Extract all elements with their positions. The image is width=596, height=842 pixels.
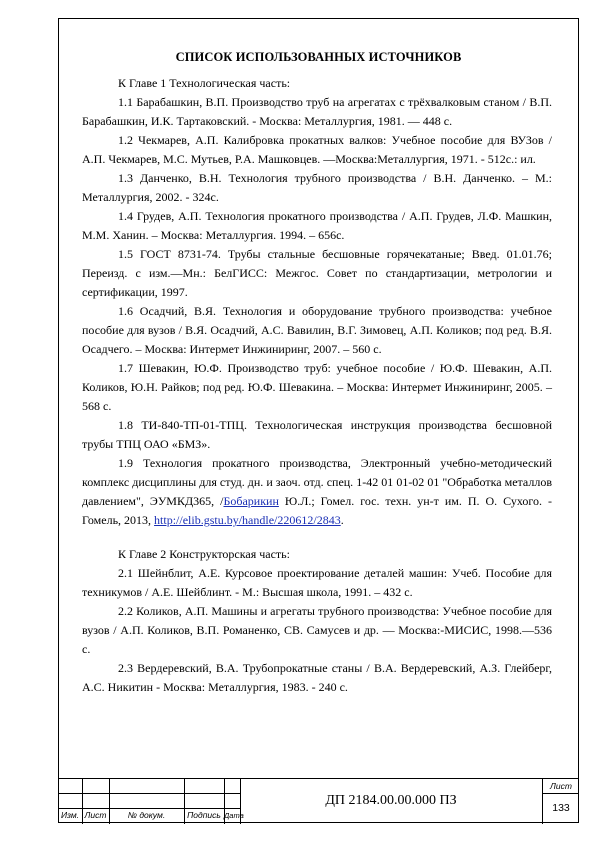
- page-title: СПИСОК ИСПОЛЬЗОВАННЫХ ИСТОЧНИКОВ: [175, 50, 462, 64]
- stamp-izm-label: Изм.: [60, 810, 80, 820]
- reference-1-5: 1.5 ГОСТ 8731-74. Трубы стальные бесшовные горячекатаные; Введ. 01.01.76; Переизд. с изм.—Мн.: БелГИСС: Межгос. Совет по стандартизации, метрологии и сертификации, 1997.: [82, 247, 552, 299]
- reference-1-9-end: .: [340, 513, 344, 527]
- document-code: ДП 2184.00.00.000 ПЗ: [325, 793, 457, 808]
- url-link[interactable]: http://elib.gstu.by/handle/220612/2843: [154, 513, 341, 527]
- reference-1-6: 1.6 Осадчий, В.Я. Технология и оборудование трубного производства: учебное пособие для вузов / В.Я. Осадчий, А.С. Вавилин, В.Г. Зимовец, А.П. Коликов; под ред. В.Я. Осадчего. – Москва: Интермет Инжиниринг, 2007. – 560 с.: [82, 304, 552, 356]
- reference-2-2: 2.2 Коликов, А.П. Машины и агрегаты трубного производства: Учебное пособие для вузов / А.П. Коликов, В.П. Романенко, СВ. Самусев и др. — Москва:-МИСИС, 1998.—536 с.: [82, 604, 552, 656]
- references-list: [82, 74, 552, 697]
- sheet-label: Лист: [550, 781, 572, 791]
- stamp-data-label: Дата: [224, 811, 244, 820]
- reference-1-3: 1.3 Данченко, В.Н. Технология трубного производства / В.Н. Данченко. – М.: Металлургия, 2002. - 324с.: [82, 171, 552, 204]
- stamp-row-line: [58, 793, 240, 794]
- chapter1-heading: К Главе 1 Технологическая часть:: [118, 76, 291, 90]
- reference-1-7: 1.7 Шевакин, Ю.Ф. Производство труб: учебное пособие / Ю.Ф. Шевакин, А.П. Коликов, Ю.Н. Райков; под ред. Ю.Ф. Шевакина. – Москва: Интермет Инжиниринг, 2005. – 568 с.: [82, 361, 552, 413]
- author-link[interactable]: Бобарикин: [223, 494, 279, 508]
- title-block: [58, 778, 579, 824]
- reference-1-9-text: 1.9 Технология прокатного производства, Электронный учебно-методический комплекс дисциплины для студ. дн. и заоч. отд. спец. 1-42 01 01-02 01 "Обработка металлов давлением", ЭУМКД365, /: [82, 456, 552, 508]
- reference-1-9-text-middle: Ю.Л.; Гомел. гос. техн. ун-т им. П. О. Сухого. - Гомель, 2013,: [82, 494, 552, 527]
- reference-1-4: 1.4 Грудев, А.П. Технология прокатного производства / А.П. Грудев, Л.Ф. Машкин, М.М. Ханин. – Москва: Металлургия. 1994. – 656с.: [82, 209, 552, 242]
- section-gap: [82, 530, 552, 545]
- stamp-row-line: [542, 793, 579, 794]
- reference-2-3: 2.3 Вердеревский, В.А. Трубопрокатные станы / В.А. Вердеревский, А.З. Глейберг, А.С. Никитин - Москва: Металлургия, 1983. - 240 с.: [82, 661, 552, 694]
- reference-1-2: 1.2 Чекмарев, А.П. Калибровка прокатных валков: Учебное пособие для ВУЗов / А.П. Чекмарев, М.С. Мутьев, Р.А. Машковцев. —Москва:Металлургия, 1971. - 512с.: ил.: [82, 133, 552, 166]
- stamp-podpis-label: Подпись: [187, 810, 221, 820]
- stamp-ndokum-label: № докум.: [127, 810, 166, 820]
- chapter2-heading: К Главе 2 Конструкторская часть:: [118, 547, 290, 561]
- reference-2-1: 2.1 Шейнблит, А.Е. Курсовое проектирование деталей машин: Учеб. Пособие для техникумов / А.Е. Шейблинт. - М.: Высшая школа, 1991. – 432 с.: [82, 566, 552, 599]
- stamp-list-label: Лист: [84, 810, 107, 820]
- reference-1-9: [82, 454, 552, 530]
- reference-1-1: 1.1 Барабашкин, В.П. Производство труб на агрегатах с трёхвалковым станом / В.П. Барабашкин, И.К. Тартаковский. - Москва: Металлургия, 1981. — 448 с.: [82, 95, 552, 128]
- reference-1-8: 1.8 ТИ-840-ТП-01-ТПЦ. Технологическая инструкция производства бесшовной трубы ТПЦ ОАО «БМЗ».: [82, 418, 552, 451]
- page-number: 133: [552, 802, 570, 814]
